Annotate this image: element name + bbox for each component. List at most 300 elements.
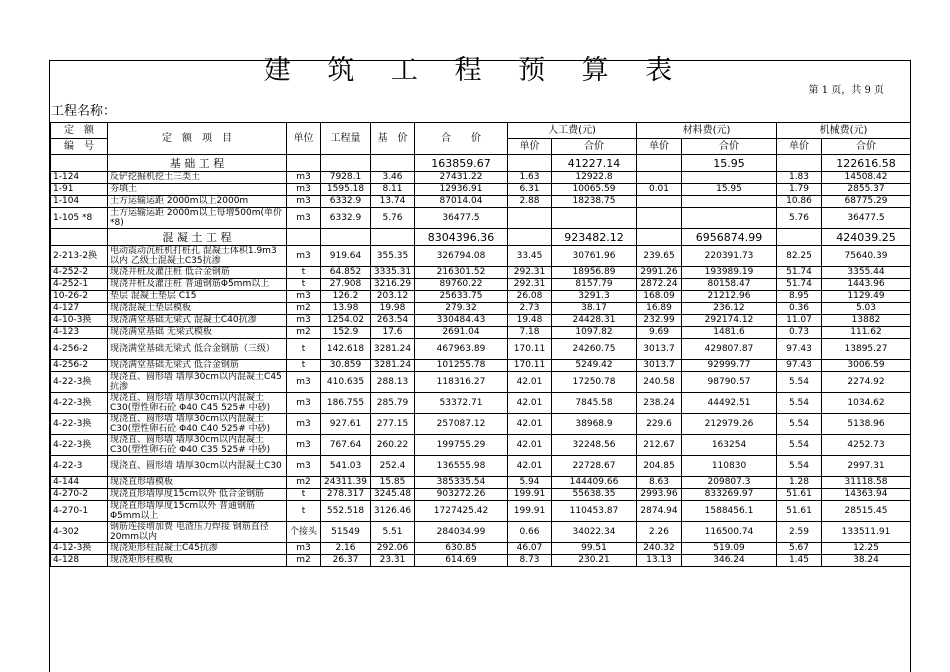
row-labor-unit: 42.01 (508, 393, 552, 414)
row-labor-sum: 18238.75 (552, 196, 637, 208)
row-qty: 541.03 (321, 456, 371, 477)
row-labor-unit: 2.88 (508, 196, 552, 208)
row-labor-unit: 5.94 (508, 477, 552, 489)
row-qty: 152.9 (321, 327, 371, 339)
table-row (51, 489, 911, 501)
row-material-unit (637, 196, 682, 208)
row-unit: m3 (287, 291, 321, 303)
section-base (371, 229, 415, 246)
row-machine-unit: 2.59 (777, 522, 822, 543)
row-base: 5.76 (371, 208, 415, 229)
section-labor-unit (508, 229, 552, 246)
table-row (51, 456, 911, 477)
header-base: 基 价 (371, 123, 415, 155)
row-qty: 278.317 (321, 489, 371, 501)
table-row (51, 435, 911, 456)
row-machine-sum: 31118.58 (822, 477, 911, 489)
row-material-sum (682, 196, 777, 208)
row-machine-sum: 36477.5 (822, 208, 911, 229)
row-material-unit: 2993.96 (637, 489, 682, 501)
row-code: 4-22-3换 (51, 435, 108, 456)
row-machine-unit: 1.79 (777, 184, 822, 196)
section-name: 基 础 工 程 (108, 155, 287, 172)
row-machine-unit: 0.36 (777, 303, 822, 315)
row-material-sum: 163254 (682, 435, 777, 456)
row-labor-sum: 18956.89 (552, 267, 637, 279)
row-item: 现浇井桩及灌注桩 低合金钢筋 (108, 267, 287, 279)
row-machine-sum: 1034.62 (822, 393, 911, 414)
row-item: 现浇直、圆形墙 墙厚30cm以内混凝土C45抗渗 (108, 372, 287, 393)
row-material-sum: 1588456.1 (682, 501, 777, 522)
row-code: 4-10-3换 (51, 315, 108, 327)
row-qty: 410.635 (321, 372, 371, 393)
row-item: 电动震动沉桩机打桩孔 混凝土体积1.9m3以内 乙级土混凝土C35抗渗 (108, 246, 287, 267)
row-code: 4-22-3换 (51, 393, 108, 414)
row-base: 19.98 (371, 303, 415, 315)
row-qty: 30.859 (321, 360, 371, 372)
section-total: 8304396.36 (415, 229, 508, 246)
section-material-unit (637, 229, 682, 246)
row-item: 现浇直、圆形墙 墙厚30cm以内混凝土C30(塑性卵石砼 Φ40 C45 525# 中砂) (108, 393, 287, 414)
row-labor-unit: 8.73 (508, 555, 552, 567)
row-labor-sum: 30761.96 (552, 246, 637, 267)
section-machine-unit (777, 155, 822, 172)
row-material-sum: 209807.3 (682, 477, 777, 489)
row-labor-sum: 10065.59 (552, 184, 637, 196)
row-base: 23.31 (371, 555, 415, 567)
row-base: 3126.46 (371, 501, 415, 522)
row-machine-unit: 97.43 (777, 339, 822, 360)
row-machine-unit: 82.25 (777, 246, 822, 267)
row-labor-unit: 42.01 (508, 414, 552, 435)
row-labor-sum: 230.21 (552, 555, 637, 567)
row-unit: m3 (287, 315, 321, 327)
row-labor-unit: 6.31 (508, 184, 552, 196)
row-total: 12936.91 (415, 184, 508, 196)
row-code: 4-12-3换 (51, 543, 108, 555)
row-item: 现浇直形墙厚度15cm以外 低合金钢筋 (108, 489, 287, 501)
header-qty: 工程量 (321, 123, 371, 155)
row-machine-sum: 2274.92 (822, 372, 911, 393)
row-item: 现浇直、圆形墙 墙厚30cm以内混凝土C30 (108, 456, 287, 477)
row-machine-sum: 75640.39 (822, 246, 911, 267)
row-material-unit: 229.6 (637, 414, 682, 435)
row-qty: 7928.1 (321, 172, 371, 184)
row-total: 199755.29 (415, 435, 508, 456)
row-machine-sum: 12.25 (822, 543, 911, 555)
row-total: 136555.98 (415, 456, 508, 477)
row-machine-sum: 2855.37 (822, 184, 911, 196)
row-labor-unit: 170.11 (508, 339, 552, 360)
row-machine-unit: 51.61 (777, 501, 822, 522)
row-base: 285.79 (371, 393, 415, 414)
page-number: 第 1 页，共 9 页 (808, 85, 884, 96)
row-labor-unit: 42.01 (508, 435, 552, 456)
row-labor-sum: 99.51 (552, 543, 637, 555)
section-qty (321, 229, 371, 246)
row-base: 277.15 (371, 414, 415, 435)
row-item: 现浇直形墙模板 (108, 477, 287, 489)
row-machine-sum: 14508.42 (822, 172, 911, 184)
header-code-bottom: 编 号 (51, 139, 108, 155)
row-labor-unit (508, 208, 552, 229)
row-labor-unit: 170.11 (508, 360, 552, 372)
table-row (51, 522, 911, 543)
row-unit: m3 (287, 543, 321, 555)
row-total: 1727425.42 (415, 501, 508, 522)
table-row (51, 172, 911, 184)
row-machine-sum: 14363.94 (822, 489, 911, 501)
row-unit: m3 (287, 456, 321, 477)
row-machine-sum: 133511.91 (822, 522, 911, 543)
row-code: 10-26-2 (51, 291, 108, 303)
row-item: 现浇直、圆形墙 墙厚30cm以内混凝土C30(塑性卵石砼 Φ40 C40 525# 中砂) (108, 414, 287, 435)
row-labor-unit: 42.01 (508, 456, 552, 477)
row-base: 5.51 (371, 522, 415, 543)
row-total: 216301.52 (415, 267, 508, 279)
row-machine-sum: 3355.44 (822, 267, 911, 279)
row-machine-sum: 13895.27 (822, 339, 911, 360)
row-unit: m3 (287, 246, 321, 267)
row-code: 4-256-2 (51, 339, 108, 360)
row-material-unit: 232.99 (637, 315, 682, 327)
header-machine-unit: 单价 (777, 139, 822, 155)
row-labor-sum: 7845.58 (552, 393, 637, 414)
row-total: 257087.12 (415, 414, 508, 435)
row-code: 4-22-3换 (51, 372, 108, 393)
budget-table-body (51, 155, 911, 567)
row-labor-sum: 1097.82 (552, 327, 637, 339)
row-unit: m3 (287, 372, 321, 393)
section-row (51, 155, 911, 172)
row-material-unit: 2874.94 (637, 501, 682, 522)
section-material-sum: 15.95 (682, 155, 777, 172)
row-material-sum: 110830 (682, 456, 777, 477)
row-labor-sum: 24428.31 (552, 315, 637, 327)
row-code: 4-256-2 (51, 360, 108, 372)
row-code: 4-270-1 (51, 501, 108, 522)
row-unit: m2 (287, 555, 321, 567)
row-machine-sum: 13882 (822, 315, 911, 327)
section-code (51, 229, 108, 246)
row-unit: m3 (287, 184, 321, 196)
row-labor-sum (552, 208, 637, 229)
row-labor-unit: 0.66 (508, 522, 552, 543)
row-labor-unit: 199.91 (508, 501, 552, 522)
row-machine-unit: 5.76 (777, 208, 822, 229)
row-item: 现浇满堂基础无梁式 低合金钢筋（三级） (108, 339, 287, 360)
header-unit: 单位 (287, 123, 321, 155)
row-labor-unit: 19.48 (508, 315, 552, 327)
section-machine-sum: 424039.25 (822, 229, 911, 246)
row-code: 4-252-1 (51, 279, 108, 291)
section-unit (287, 155, 321, 172)
row-machine-unit: 51.74 (777, 279, 822, 291)
row-material-unit: 2.26 (637, 522, 682, 543)
row-code: 2-213-2换 (51, 246, 108, 267)
row-unit: m3 (287, 435, 321, 456)
row-material-sum: 833269.97 (682, 489, 777, 501)
row-material-unit: 9.69 (637, 327, 682, 339)
header-labor-unit: 单价 (508, 139, 552, 155)
row-material-unit: 16.89 (637, 303, 682, 315)
row-item: 现浇混凝土垫层模板 (108, 303, 287, 315)
table-row (51, 267, 911, 279)
row-unit: 个接头 (287, 522, 321, 543)
row-base: 3216.29 (371, 279, 415, 291)
row-machine-unit: 51.74 (777, 267, 822, 279)
row-qty: 1254.02 (321, 315, 371, 327)
row-total: 326794.08 (415, 246, 508, 267)
row-material-sum: 193989.19 (682, 267, 777, 279)
row-base: 15.85 (371, 477, 415, 489)
row-material-sum: 21212.96 (682, 291, 777, 303)
row-total: 36477.5 (415, 208, 508, 229)
header-labor: 人工费(元) (508, 123, 637, 139)
row-base: 3.46 (371, 172, 415, 184)
row-machine-unit: 5.54 (777, 456, 822, 477)
header-material-sum: 合价 (682, 139, 777, 155)
row-machine-sum: 5138.96 (822, 414, 911, 435)
row-labor-sum: 12922.8 (552, 172, 637, 184)
row-material-unit: 2991.26 (637, 267, 682, 279)
table-row (51, 291, 911, 303)
row-code: 4-22-3换 (51, 414, 108, 435)
page-title: 建 筑 工 程 预 算 表 (263, 55, 687, 86)
row-total: 284034.99 (415, 522, 508, 543)
row-unit: m2 (287, 477, 321, 489)
row-unit: m3 (287, 172, 321, 184)
section-material-unit (637, 155, 682, 172)
row-machine-sum: 3006.59 (822, 360, 911, 372)
row-item: 夯填土 (108, 184, 287, 196)
row-code: 4-128 (51, 555, 108, 567)
table-row (51, 184, 911, 196)
table-row (51, 414, 911, 435)
row-material-unit: 212.67 (637, 435, 682, 456)
row-total: 2691.04 (415, 327, 508, 339)
row-base: 355.35 (371, 246, 415, 267)
row-machine-unit: 51.61 (777, 489, 822, 501)
row-machine-sum: 38.24 (822, 555, 911, 567)
row-machine-unit: 11.07 (777, 315, 822, 327)
table-row (51, 372, 911, 393)
header-row-top (51, 123, 911, 139)
row-code: 1-105 *8 (51, 208, 108, 229)
header-code-top: 定 额 (51, 123, 108, 139)
row-material-sum: 1481.6 (682, 327, 777, 339)
row-unit: t (287, 501, 321, 522)
row-total: 87014.04 (415, 196, 508, 208)
table-row (51, 501, 911, 522)
row-base: 3335.31 (371, 267, 415, 279)
row-material-unit (637, 208, 682, 229)
row-labor-unit: 292.31 (508, 279, 552, 291)
row-code: 4-127 (51, 303, 108, 315)
section-name: 混 凝 土 工 程 (108, 229, 287, 246)
row-code: 1-104 (51, 196, 108, 208)
row-item: 现浇满堂基础无梁式 低合金钢筋 (108, 360, 287, 372)
row-total: 385335.54 (415, 477, 508, 489)
row-machine-unit: 5.67 (777, 543, 822, 555)
row-qty: 64.852 (321, 267, 371, 279)
row-base: 3245.48 (371, 489, 415, 501)
row-material-unit: 0.01 (637, 184, 682, 196)
table-row (51, 339, 911, 360)
row-labor-unit: 199.91 (508, 489, 552, 501)
row-unit: t (287, 339, 321, 360)
row-qty: 767.64 (321, 435, 371, 456)
row-material-sum (682, 172, 777, 184)
row-labor-unit: 292.31 (508, 267, 552, 279)
row-material-unit: 3013.7 (637, 339, 682, 360)
row-total: 53372.71 (415, 393, 508, 414)
row-material-sum: 220391.73 (682, 246, 777, 267)
row-material-sum: 429807.87 (682, 339, 777, 360)
row-unit: t (287, 279, 321, 291)
row-material-unit: 238.24 (637, 393, 682, 414)
row-material-sum (682, 208, 777, 229)
row-machine-sum: 68775.29 (822, 196, 911, 208)
row-unit: m2 (287, 327, 321, 339)
row-base: 3281.24 (371, 339, 415, 360)
row-material-unit: 13.13 (637, 555, 682, 567)
row-base: 13.74 (371, 196, 415, 208)
row-item: 现浇矩形柱模板 (108, 555, 287, 567)
row-qty: 27.908 (321, 279, 371, 291)
row-code: 4-144 (51, 477, 108, 489)
row-material-sum: 92999.77 (682, 360, 777, 372)
row-material-sum: 116500.74 (682, 522, 777, 543)
header-labor-sum: 合价 (552, 139, 637, 155)
row-qty: 51549 (321, 522, 371, 543)
section-base (371, 155, 415, 172)
header-machine: 机械费(元) (777, 123, 911, 139)
row-material-unit: 8.63 (637, 477, 682, 489)
row-total: 279.32 (415, 303, 508, 315)
table-row (51, 208, 911, 229)
row-qty: 186.755 (321, 393, 371, 414)
row-material-unit: 240.58 (637, 372, 682, 393)
row-machine-unit: 1.45 (777, 555, 822, 567)
row-material-sum: 80158.47 (682, 279, 777, 291)
row-item: 现浇满堂基础 无梁式模板 (108, 327, 287, 339)
table-row (51, 477, 911, 489)
row-labor-sum: 24260.75 (552, 339, 637, 360)
row-machine-unit: 5.54 (777, 393, 822, 414)
row-labor-unit: 33.45 (508, 246, 552, 267)
row-material-unit: 239.65 (637, 246, 682, 267)
row-total: 101255.78 (415, 360, 508, 372)
header-total: 合 价 (415, 123, 508, 155)
row-labor-sum: 38.17 (552, 303, 637, 315)
row-item: 垫层 混凝土垫层 C15 (108, 291, 287, 303)
table-row (51, 555, 911, 567)
row-labor-unit: 7.18 (508, 327, 552, 339)
row-material-sum: 346.24 (682, 555, 777, 567)
section-machine-sum: 122616.58 (822, 155, 911, 172)
row-machine-sum: 2997.31 (822, 456, 911, 477)
row-qty: 552.518 (321, 501, 371, 522)
row-labor-sum: 34022.34 (552, 522, 637, 543)
row-labor-unit: 1.63 (508, 172, 552, 184)
row-base: 288.13 (371, 372, 415, 393)
row-unit: m3 (287, 196, 321, 208)
header-material: 材料费(元) (637, 123, 777, 139)
row-material-unit: 2872.24 (637, 279, 682, 291)
table-row (51, 543, 911, 555)
header-material-unit: 单价 (637, 139, 682, 155)
section-row (51, 229, 911, 246)
row-material-sum: 15.95 (682, 184, 777, 196)
row-material-unit: 240.32 (637, 543, 682, 555)
row-item: 现浇矩形柱混凝土C45抗渗 (108, 543, 287, 555)
row-machine-unit: 0.73 (777, 327, 822, 339)
row-unit: t (287, 360, 321, 372)
row-unit: m3 (287, 414, 321, 435)
row-labor-unit: 42.01 (508, 372, 552, 393)
row-labor-sum: 17250.78 (552, 372, 637, 393)
section-labor-sum: 41227.14 (552, 155, 637, 172)
row-base: 3281.24 (371, 360, 415, 372)
section-labor-sum: 923482.12 (552, 229, 637, 246)
row-qty: 6332.9 (321, 208, 371, 229)
row-total: 330484.43 (415, 315, 508, 327)
row-material-unit: 204.85 (637, 456, 682, 477)
table-row (51, 246, 911, 267)
row-total: 118316.27 (415, 372, 508, 393)
table-row (51, 315, 911, 327)
row-item: 现浇直、圆形墙 墙厚30cm以内混凝土C30(塑性卵石砼 Φ40 C35 525# 中砂) (108, 435, 287, 456)
table-row (51, 303, 911, 315)
row-machine-sum: 28515.45 (822, 501, 911, 522)
row-total: 27431.22 (415, 172, 508, 184)
row-machine-sum: 1443.96 (822, 279, 911, 291)
row-qty: 919.64 (321, 246, 371, 267)
row-material-unit: 3013.7 (637, 360, 682, 372)
table-row (51, 393, 911, 414)
row-code: 4-270-2 (51, 489, 108, 501)
row-labor-sum: 5249.42 (552, 360, 637, 372)
row-qty: 6332.9 (321, 196, 371, 208)
project-name-label: 工程名称： (51, 104, 117, 119)
row-qty: 142.618 (321, 339, 371, 360)
row-labor-sum: 110453.87 (552, 501, 637, 522)
row-labor-sum: 55638.35 (552, 489, 637, 501)
row-labor-unit: 2.73 (508, 303, 552, 315)
row-labor-sum: 32248.56 (552, 435, 637, 456)
row-code: 1-124 (51, 172, 108, 184)
header-machine-sum: 合价 (822, 139, 911, 155)
row-item: 现浇井桩及灌注桩 普通钢筋Φ5mm以上 (108, 279, 287, 291)
row-qty: 26.37 (321, 555, 371, 567)
row-machine-unit: 97.43 (777, 360, 822, 372)
row-code: 1-91 (51, 184, 108, 196)
row-unit: m3 (287, 393, 321, 414)
row-item: 现浇满堂基础无梁式 混凝土C40抗渗 (108, 315, 287, 327)
row-item: 现浇直形墙厚度15cm以外 普通钢筋Φ5mm以上 (108, 501, 287, 522)
section-code (51, 155, 108, 172)
header-item: 定 额 项 目 (108, 123, 287, 155)
budget-sheet (49, 60, 911, 672)
row-total: 903272.26 (415, 489, 508, 501)
section-material-sum: 6956874.99 (682, 229, 777, 246)
table-row (51, 196, 911, 208)
row-material-unit: 168.09 (637, 291, 682, 303)
row-item: 土方运输运距 2000m以上每增500m(单价*8) (108, 208, 287, 229)
row-base: 252.4 (371, 456, 415, 477)
section-total: 163859.67 (415, 155, 508, 172)
